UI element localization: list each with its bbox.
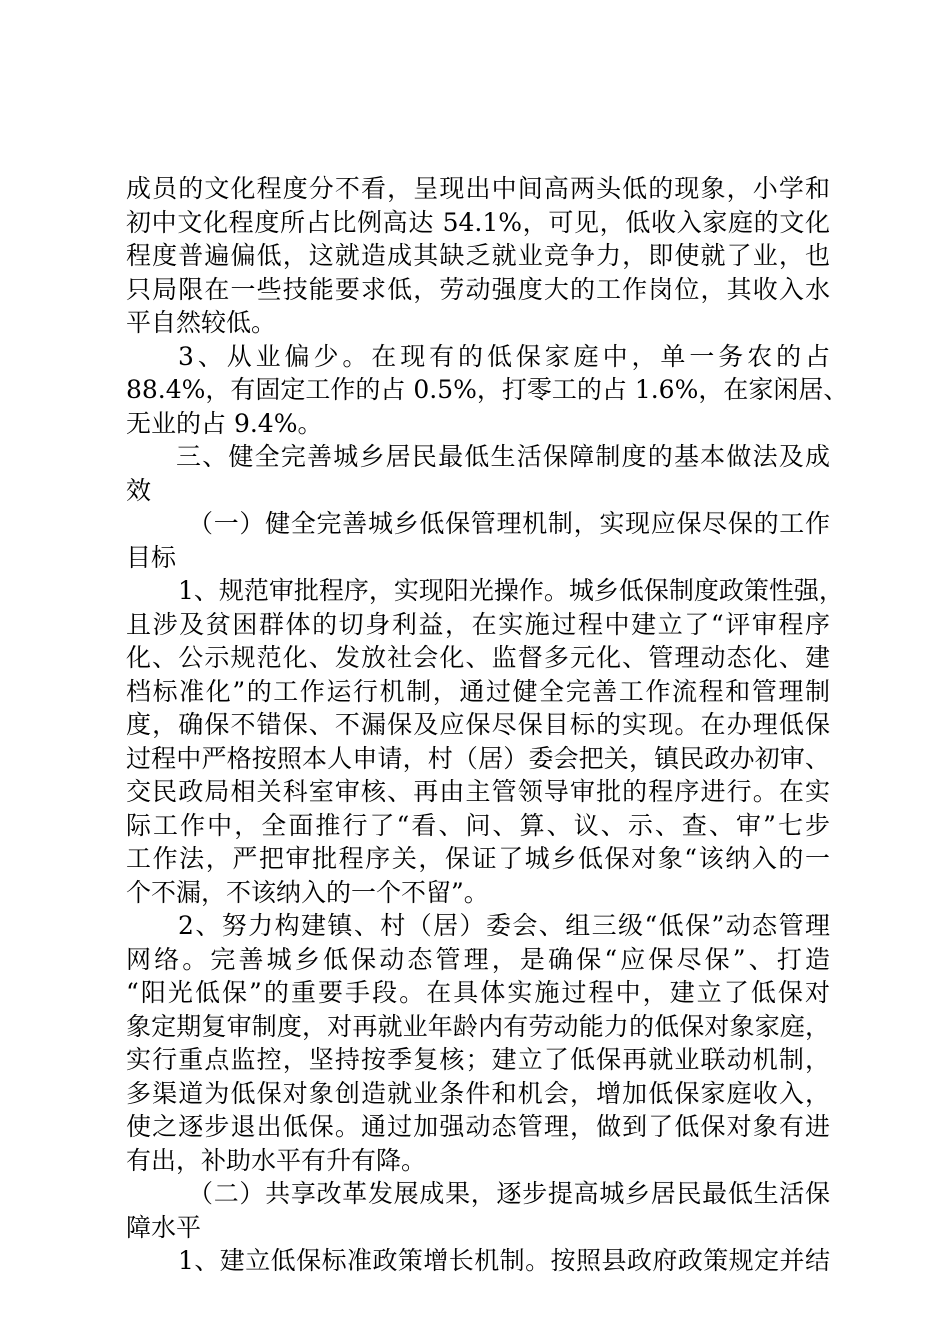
text-line: 88.4%，有固定工作的占 0.5%，打零工的占 1.6%，在家闲居、 — [126, 375, 849, 404]
text-line: 1、建立低保标准政策增长机制。按照县政府政策规定并结 — [178, 1246, 830, 1275]
subsection-heading: （二）共享改革发展成果，逐步提高城乡居民最低生活保 — [188, 1179, 830, 1208]
text-line: 工作法，严把审批程序关，保证了城乡低保对象“该纳入的一 — [126, 844, 830, 873]
text-line: 际工作中，全面推行了“看、问、算、议、示、查、审”七步 — [126, 810, 830, 840]
text-line: 只局限在一些技能要求低，劳动强度大的工作岗位，其收入水 — [126, 274, 830, 304]
text-line: 化、公示规范化、发放社会化、监督多元化、管理动态化、建 — [126, 643, 830, 672]
text-line: 使之逐步退出低保。通过加强动态管理，做到了低保对象有进 — [126, 1112, 830, 1141]
text-line: 2、努力构建镇、村（居）委会、组三级“低保”动态管理 — [178, 911, 830, 940]
text-line: 平自然较低。 — [126, 308, 277, 337]
text-line: 程度普遍偏低，这就造成其缺乏就业竞争力，即使就了业，也 — [126, 241, 830, 270]
subsection-heading: （一）健全完善城乡低保管理机制，实现应保尽保的工作 — [188, 509, 830, 538]
text-line: 1、规范审批程序，实现阳光操作。城乡低保制度政策性强， — [178, 576, 844, 605]
section-heading: 效 — [126, 475, 152, 505]
subsection-heading: 目标 — [126, 542, 177, 572]
text-line: 度，确保不错保、不漏保及应保尽保目标的实现。在办理低保 — [126, 710, 830, 739]
document-body — [126, 172, 849, 1278]
text-line: 实行重点监控，坚持按季复核；建立了低保再就业联动机制， — [126, 1045, 830, 1074]
text-line: “阳光低保”的重要手段。在具体实施过程中，建立了低保对 — [126, 978, 830, 1007]
text-line: 多渠道为低保对象创造就业条件和机会，增加低保家庭收入， — [126, 1078, 830, 1108]
text-line: 象定期复审制度，对再就业年龄内有劳动能力的低保对象家庭， — [126, 1011, 830, 1041]
section-heading: 三、健全完善城乡居民最低生活保障制度的基本做法及成 — [176, 442, 830, 471]
text-line: 3、从业偏少。在现有的低保家庭中，单一务农的占 — [178, 341, 830, 371]
text-line: 网络。完善城乡低保动态管理，是确保“应保尽保”、打造 — [126, 944, 830, 974]
subsection-heading: 障水平 — [126, 1212, 202, 1242]
text-line: 过程中严格按照本人申请，村（居）委会把关，镇民政办初审、 — [126, 743, 830, 773]
text-line: 档标准化”的工作运行机制，通过健全完善工作流程和管理制 — [126, 676, 830, 706]
text-line: 无业的占 9.4%。 — [126, 408, 323, 438]
text-line: 个不漏，不该纳入的一个不留”。 — [126, 877, 489, 907]
text-line: 成员的文化程度分不看，呈现出中间高两头低的现象，小学和 — [126, 174, 830, 203]
text-line: 且涉及贫困群体的切身利益，在实施过程中建立了“评审程序 — [126, 609, 830, 639]
text-line: 有出，补助水平有升有降。 — [126, 1145, 427, 1175]
text-line: 交民政局相关科室审核、再由主管领导审批的程序进行。在实 — [126, 777, 830, 806]
text-line: 初中文化程度所占比例高达 54.1%，可见，低收入家庭的文化 — [126, 207, 830, 237]
